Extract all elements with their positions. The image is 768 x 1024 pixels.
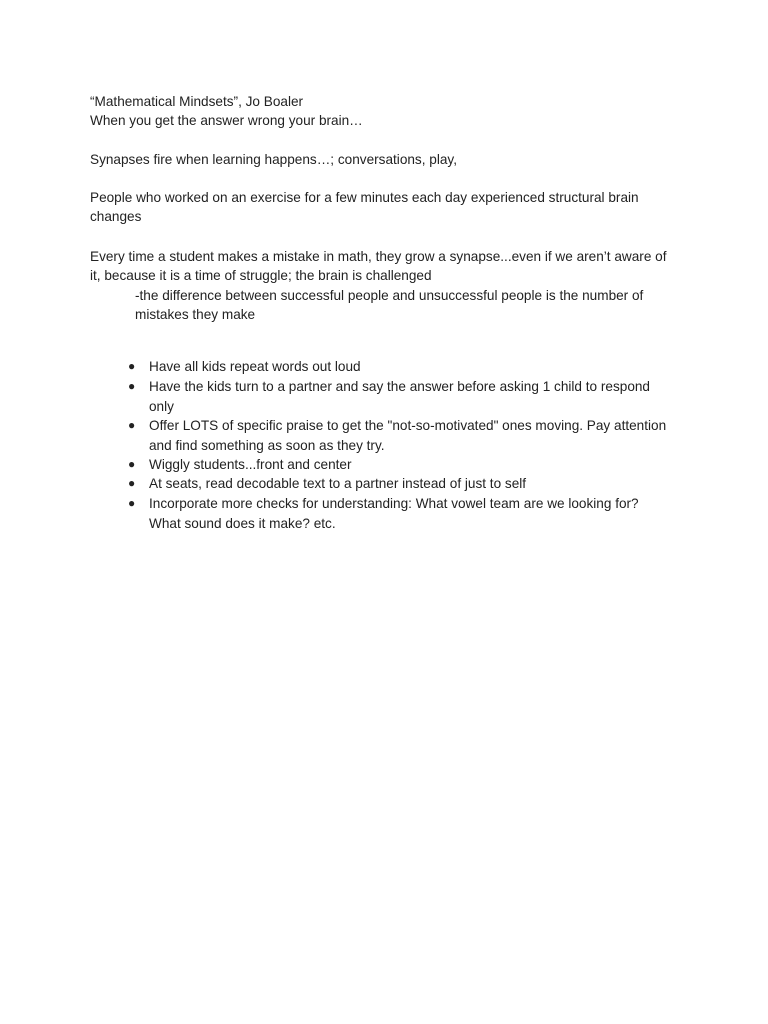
bullet-icon: ● [128, 457, 136, 471]
list-item-text: Incorporate more checks for understanding: What vowel team are we looking for? [149, 496, 639, 511]
bullet-icon: ● [128, 379, 136, 393]
paragraph-people-line-1: People who worked on an exercise for a few minutes each day experienced structural brain [90, 190, 639, 205]
paragraph-people-line-2: changes [90, 209, 142, 224]
paragraph-mistake-line-2: it, because it is a time of struggle; the brain is challenged [90, 268, 432, 283]
bullet-icon: ● [128, 418, 136, 432]
paragraph-mistake-line-1: Every time a student makes a mistake in math, they grow a synapse...even if we aren’t aware of [90, 249, 667, 264]
bullet-icon: ● [128, 476, 136, 490]
list-item-text: Have the kids turn to a partner and say the answer before asking 1 child to respond [149, 379, 650, 394]
bullet-icon: ● [128, 359, 136, 373]
bullet-icon: ● [128, 496, 136, 510]
paragraph-synapses: Synapses fire when learning happens…; conversations, play, [90, 152, 457, 167]
indented-note-line-2: mistakes they make [135, 307, 256, 322]
list-item-text: Offer LOTS of specific praise to get the "not-so-motivated" ones moving. Pay attention [149, 418, 667, 433]
list-item-text: At seats, read decodable text to a partner instead of just to self [149, 476, 527, 491]
list-item-text-continued: and find something as soon as they try. [149, 438, 385, 453]
document-title: “Mathematical Mindsets”, Jo Boaler [90, 94, 304, 109]
list-item-text: Have all kids repeat words out loud [149, 359, 361, 374]
list-item-text-continued: What sound does it make? etc. [149, 516, 336, 531]
indented-note-line-1: -the difference between successful people and unsuccessful people is the number of [135, 288, 644, 303]
list-item-text-continued: only [149, 399, 174, 414]
list-item-text: Wiggly students...front and center [149, 457, 352, 472]
document-subtitle: When you get the answer wrong your brain… [90, 113, 363, 128]
